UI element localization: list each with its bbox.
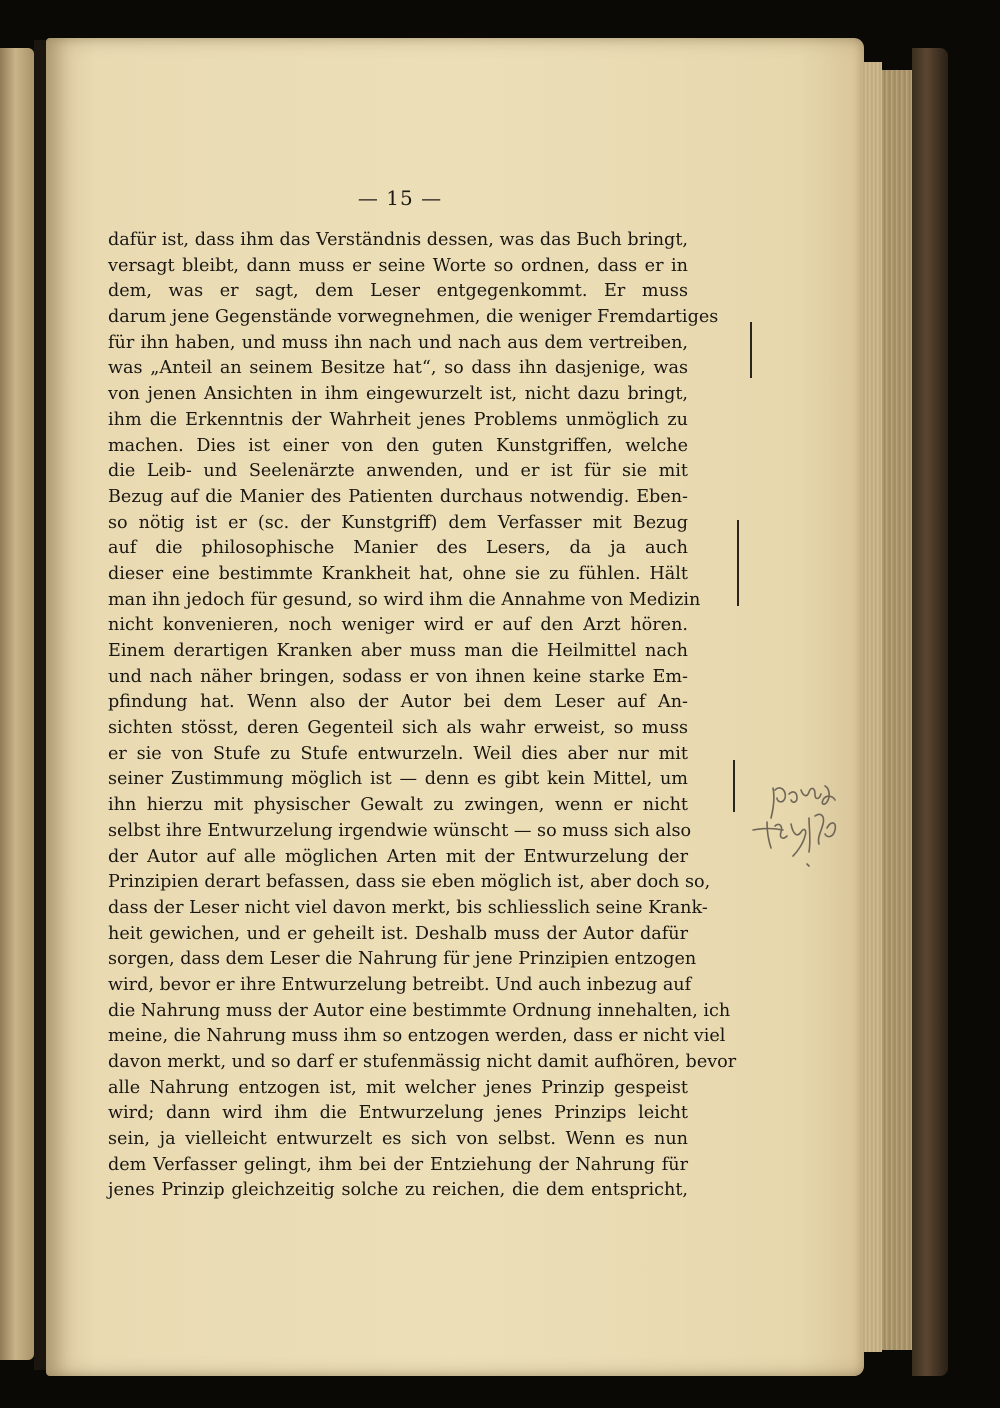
text-line: machen. Dies ist einer von den guten Kunstgriffen, welche xyxy=(108,435,688,456)
text-line: er sie von Stufe zu Stufe entwurzeln. Weil dies aber nur mit xyxy=(108,743,688,764)
text-line: dafür ist, dass ihm das Verständnis dessen, was das Buch bringt, xyxy=(108,230,688,250)
page-number: — 15 — xyxy=(357,186,443,210)
handwritten-margin-note xyxy=(745,768,855,878)
text-line: darum jene Gegenstände vorwegnehmen, die weniger Fremdartiges xyxy=(108,307,719,328)
book-gutter xyxy=(34,40,46,1370)
text-line: dem, was er sagt, dem Leser entgegenkommt. Er muss xyxy=(108,281,688,302)
text-line: was „Anteil an seinem Besitze hat“, so dass ihn dasjenige, was xyxy=(108,358,688,379)
text-line: auf die philosophische Manier des Lesers, da ja auch xyxy=(108,538,688,559)
text-line: dem Verfasser gelingt, ihm bei der Entziehung der Nahrung für xyxy=(108,1154,688,1175)
text-line: sorgen, dass dem Leser die Nahrung für jene Prinzipien entzogen xyxy=(108,949,697,970)
text-line: die Nahrung muss der Autor eine bestimmte Ordnung innehalten, ich xyxy=(108,1000,731,1021)
text-line: wird, bevor er ihre Entwurzelung betreibt. Und auch inbezug auf xyxy=(108,974,692,995)
book-cover-edge xyxy=(912,48,948,1376)
page-stack-edge xyxy=(862,62,882,1352)
text-line: sein, ja vielleicht entwurzelt es sich von selbst. Wenn es nun xyxy=(108,1129,688,1150)
text-line: die Leib- und Seelenärzte anwenden, und er ist für sie mit xyxy=(108,461,688,482)
text-line: und nach näher bringen, sodass er von ihnen keine starke Em- xyxy=(108,666,688,687)
text-line: Bezug auf die Manier des Patienten durchaus notwendig. Eben- xyxy=(108,486,688,507)
text-line: ihm die Erkenntnis der Wahrheit jenes Problems unmöglich zu xyxy=(108,409,688,430)
text-line: der Autor auf alle möglichen Arten mit der Entwurzelung der xyxy=(108,846,688,867)
text-line: davon merkt, und so darf er stufenmässig nicht damit aufhören, bevor xyxy=(108,1052,737,1072)
text-line: alle Nahrung entzogen ist, mit welcher jenes Prinzip gespeist xyxy=(108,1077,688,1098)
margin-line-mark xyxy=(750,322,752,378)
text-line: wird; dann wird ihm die Entwurzelung jenes Prinzips leicht xyxy=(108,1103,688,1124)
text-line: nicht konvenieren, noch weniger wird er auf den Arzt hören. xyxy=(108,615,688,636)
text-line: von jenen Ansichten in ihm eingewurzelt ist, nicht dazu bringt, xyxy=(108,384,688,405)
margin-line-mark xyxy=(733,760,735,812)
text-line: jenes Prinzip gleichzeitig solche zu reichen, die dem entspricht, xyxy=(108,1180,688,1201)
text-line: heit gewichen, und er geheilt ist. Deshalb muss der Autor dafür xyxy=(108,923,688,944)
text-line: dieser eine bestimmte Krankheit hat, ohne sie zu fühlen. Hält xyxy=(108,563,688,584)
page-stack-edge-outer xyxy=(882,70,912,1350)
text-line: meine, die Nahrung muss ihm so entzogen werden, dass er nicht viel xyxy=(108,1026,726,1047)
text-line: ihn hierzu mit physischer Gewalt zu zwingen, wenn er nicht xyxy=(108,795,688,816)
text-line: Einem derartigen Kranken aber muss man die Heilmittel nach xyxy=(108,641,688,661)
text-line: versagt bleibt, dann muss er seine Worte so ordnen, dass er in xyxy=(108,255,688,276)
text-line: seiner Zustimmung möglich ist — denn es gibt kein Mittel, um xyxy=(108,769,688,790)
text-line: selbst ihre Entwurzelung irgendwie wünscht — so muss sich also xyxy=(108,820,692,841)
margin-line-mark xyxy=(737,520,739,606)
text-line: pfindung hat. Wenn also der Autor bei dem Leser auf An- xyxy=(108,692,688,713)
body-text xyxy=(108,228,737,1204)
text-line: für ihn haben, und muss ihn nach und nach aus dem vertreiben, xyxy=(108,332,688,353)
text-line: so nötig ist er (sc. der Kunstgriff) dem Verfasser mit Bezug xyxy=(108,512,688,533)
text-line: dass der Leser nicht viel davon merkt, bis schliesslich seine Krank- xyxy=(108,897,708,918)
text-line: Prinzipien derart befassen, dass sie eben möglich ist, aber doch so, xyxy=(108,872,711,893)
left-page-edge xyxy=(0,48,34,1360)
text-line: man ihn jedoch für gesund, so wird ihm die Annahme von Medizin xyxy=(108,589,701,610)
text-line: sichten stösst, deren Gegenteil sich als wahr erweist, so muss xyxy=(108,718,688,739)
